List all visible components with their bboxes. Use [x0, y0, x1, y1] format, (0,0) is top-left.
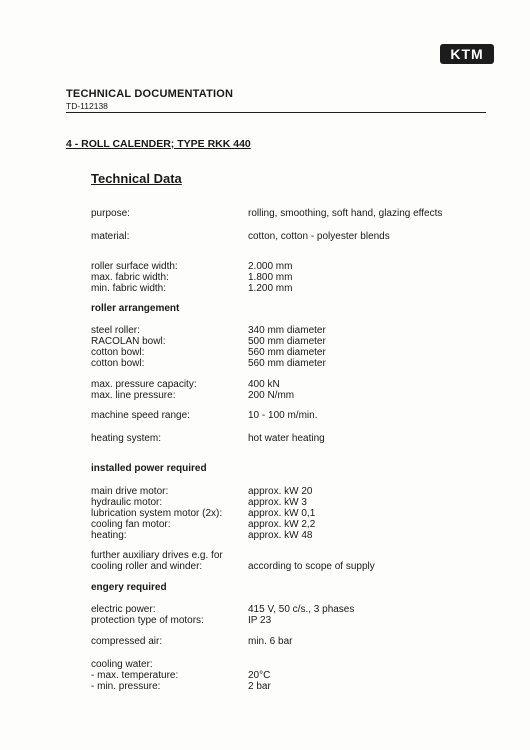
- group-heading-installed-power: installed power required: [91, 463, 207, 474]
- row-label: compressed air:: [91, 636, 163, 647]
- header-divider: [66, 112, 486, 113]
- row-label: roller surface width: max. fabric width: min. fabric width:: [91, 261, 178, 294]
- row-value: approx. kW 20 approx. kW 3 approx. kW 0,1 approx. kW 2,2 approx. kW 48: [248, 486, 316, 541]
- row-label: heating system:: [91, 433, 162, 444]
- row-value: 10 - 100 m/min.: [248, 410, 318, 421]
- row-value: 2.000 mm 1.800 mm 1.200 mm: [248, 261, 293, 294]
- row-label: max. pressure capacity: max. line pressure:: [91, 379, 197, 401]
- row-value: 340 mm diameter 500 mm diameter 560 mm diameter 560 mm diameter: [248, 325, 326, 369]
- row-value: min. 6 bar: [248, 636, 293, 647]
- group-heading-energy-required: engery required: [91, 582, 167, 593]
- row-label: electric power: protection type of motors:: [91, 604, 204, 626]
- row-label: main drive motor: hydraulic motor: lubrication system motor (2x): cooling fan motor: heating:: [91, 486, 223, 541]
- row-label: machine speed range:: [91, 410, 190, 421]
- page-heading: Technical Data: [91, 171, 182, 186]
- row-value: rolling, smoothing, soft hand, glazing effects: [248, 208, 443, 219]
- logo-text: KTM: [450, 46, 484, 62]
- row-label: material:: [91, 231, 130, 242]
- row-value: 20°C 2 bar: [248, 670, 271, 692]
- row-label: further auxiliary drives e.g. for cooling roller and winder:: [91, 550, 223, 572]
- row-label: cooling water: - max. temperature: - min. pressure:: [91, 659, 179, 692]
- section-heading: 4 - ROLL CALENDER; TYPE RKK 440: [66, 138, 251, 150]
- row-value: 415 V, 50 c/s., 3 phases IP 23: [248, 604, 355, 626]
- row-value: hot water heating: [248, 433, 325, 444]
- document-title: TECHNICAL DOCUMENTATION: [66, 88, 234, 100]
- row-label: purpose:: [91, 208, 130, 219]
- row-label: steel roller: RACOLAN bowl: cotton bowl: cotton bowl:: [91, 325, 166, 369]
- document-number: TD-112138: [66, 101, 108, 111]
- row-value: cotton, cotton - polyester blends: [248, 231, 390, 242]
- row-value: according to scope of supply: [248, 561, 375, 572]
- group-heading-roller-arrangement: roller arrangement: [91, 303, 180, 314]
- row-value: 400 kN 200 N/mm: [248, 379, 295, 401]
- ktm-logo: [440, 44, 494, 64]
